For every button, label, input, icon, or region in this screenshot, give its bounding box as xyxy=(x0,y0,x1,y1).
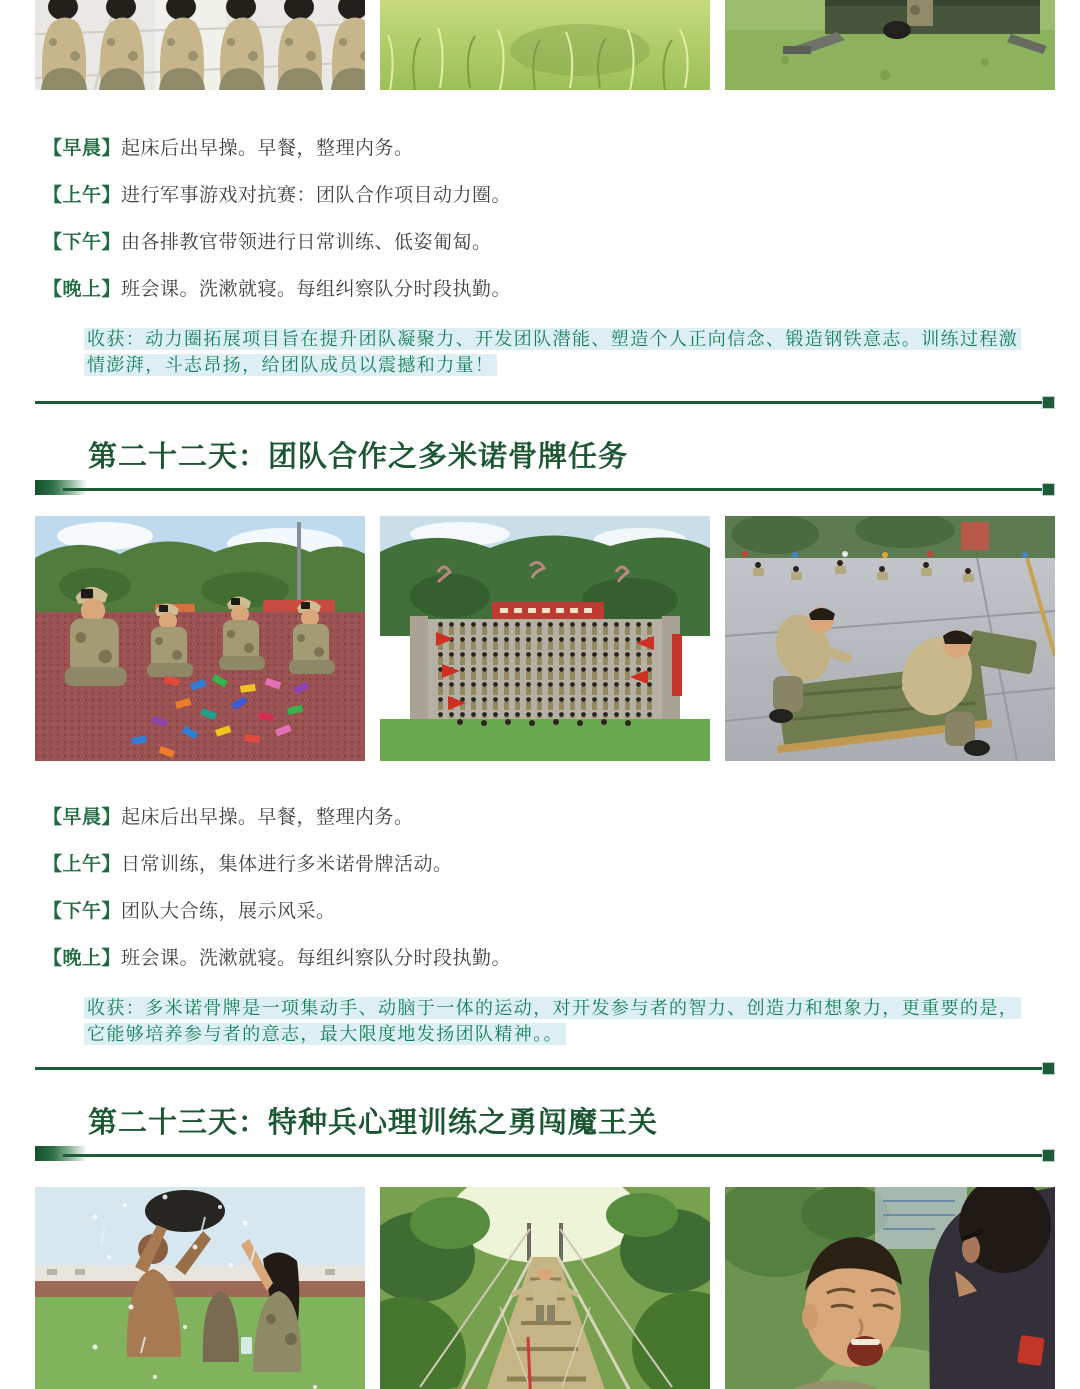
photo-obstacle-on-lawn xyxy=(725,0,1055,90)
harvest-note-day22 xyxy=(35,995,1030,1047)
schedule-item xyxy=(43,138,1080,159)
schedule-time-label: 【晚上】 xyxy=(43,279,122,300)
harvest-text: 收获：动力圈拓展项目旨在提升团队凝聚力、开发团队潜能、塑造个人正向信念、锻造钢铁意志。训练过程激情澎湃，斗志昂扬，给团队成员以震撼和力量！ xyxy=(84,328,1021,376)
schedule-text: 起床后出早操。早餐，整理内务。 xyxy=(121,807,414,828)
schedule-time-label: 【下午】 xyxy=(43,232,122,253)
divider-line xyxy=(35,1067,1043,1070)
schedule-item xyxy=(43,854,1080,875)
photo-row-day22 xyxy=(35,516,1055,761)
photo-shouting-drill xyxy=(725,1187,1055,1389)
divider-line xyxy=(35,401,1043,404)
schedule-text: 团队大合练，展示风采。 xyxy=(121,901,336,922)
section-title-day23: 第二十三天：特种兵心理训练之勇闯魔王关 xyxy=(88,1107,659,1139)
schedule-time-label: 【下午】 xyxy=(43,901,122,922)
schedule-item xyxy=(43,948,1080,969)
schedule-item xyxy=(43,185,1080,206)
schedule-day22 xyxy=(43,807,1080,969)
divider-endcap-icon xyxy=(1042,1062,1055,1075)
harvest-note-day21 xyxy=(35,326,1030,378)
schedule-text: 班会课。洗漱就寝。每组纠察队分时段执勤。 xyxy=(121,948,512,969)
schedule-text: 起床后出早操。早餐，整理内务。 xyxy=(121,138,414,159)
section-day21 xyxy=(0,0,1080,409)
section-divider xyxy=(35,396,1055,409)
schedule-item xyxy=(43,901,1080,922)
header-divider xyxy=(35,479,1055,495)
section-day23 xyxy=(0,1105,1080,1389)
photo-row-day21 xyxy=(35,0,1055,90)
schedule-time-label: 【早晨】 xyxy=(43,807,122,828)
schedule-time-label: 【早晨】 xyxy=(43,138,122,159)
schedule-time-label: 【上午】 xyxy=(43,185,122,206)
photo-campers-seated-row xyxy=(35,0,365,90)
photo-rope-bridge xyxy=(380,1187,710,1389)
photo-grass-closeup xyxy=(380,0,710,90)
section-title-day22: 第二十二天：团队合作之多米诺骨牌任务 xyxy=(88,441,629,473)
section-divider xyxy=(35,1062,1055,1075)
schedule-item xyxy=(43,807,1080,828)
schedule-item xyxy=(43,232,1080,253)
schedule-item xyxy=(43,279,1080,300)
schedule-day21 xyxy=(43,138,1080,300)
schedule-text: 日常训练，集体进行多米诺骨牌活动。 xyxy=(121,854,453,875)
schedule-time-label: 【上午】 xyxy=(43,854,122,875)
schedule-text: 进行军事游戏对抗赛：团队合作项目动力圈。 xyxy=(121,185,512,206)
divider-line xyxy=(63,1154,1043,1157)
divider-endcap-icon xyxy=(1042,1149,1055,1162)
schedule-text: 班会课。洗漱就寝。每组纠察队分时段执勤。 xyxy=(121,279,512,300)
photo-group-grandstand xyxy=(380,516,710,761)
divider-endcap-icon xyxy=(1042,483,1055,496)
header-divider xyxy=(35,1145,1055,1161)
schedule-text: 由各排教官带领进行日常训练、低姿匍匐。 xyxy=(121,232,492,253)
photo-domino-blocks xyxy=(35,516,365,761)
photo-row-day23 xyxy=(35,1187,1055,1389)
divider-endcap-icon xyxy=(1042,396,1055,409)
divider-line xyxy=(63,488,1043,491)
section-day22 xyxy=(0,439,1080,1075)
photo-folding-quilts xyxy=(725,516,1055,761)
harvest-text: 收获：多米诺骨牌是一项集动手、动脑于一体的运动，对开发参与者的智力、创造力和想象力，更重要的是，它能够培养参与者的意志，最大限度地发扬团队精神。。 xyxy=(84,997,1021,1045)
photo-water-splash xyxy=(35,1187,365,1389)
schedule-time-label: 【晚上】 xyxy=(43,948,122,969)
